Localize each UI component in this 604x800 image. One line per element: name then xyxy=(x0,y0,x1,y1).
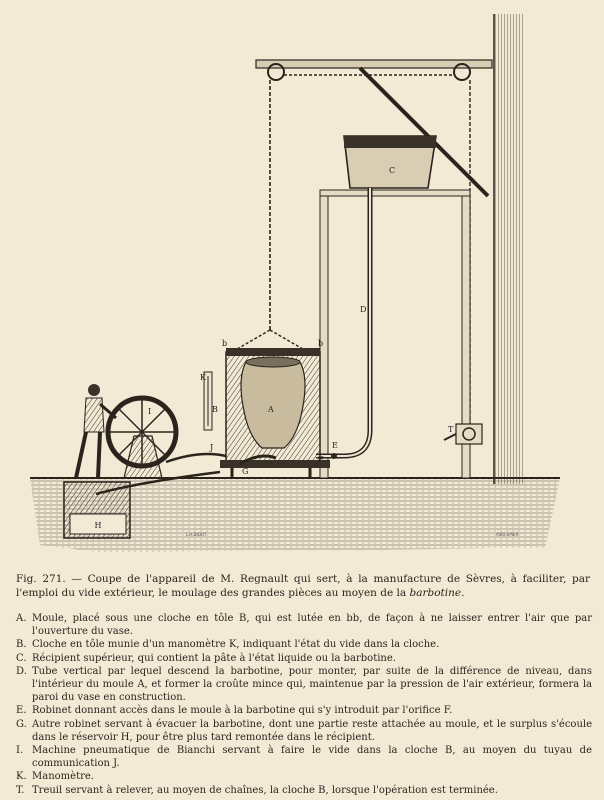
caption-end: . xyxy=(461,587,465,599)
legend-text: Moule, placé sous une cloche en tôle B, qui est lutée en bb, de façon à ne laisser entrer l'air que par l'ouverture du vase. xyxy=(32,613,592,638)
label-b: B xyxy=(212,405,218,414)
legend-key: B. xyxy=(16,639,27,651)
reservoir-h xyxy=(64,482,130,538)
legend-item xyxy=(16,718,592,744)
support-frame xyxy=(320,190,470,478)
reservoir-c xyxy=(344,136,436,188)
label-k: K xyxy=(200,373,206,382)
label-h: H xyxy=(94,521,102,530)
label-d: D xyxy=(360,305,367,314)
legend-item xyxy=(16,784,592,797)
label-g: G xyxy=(242,467,249,476)
legend-key: E. xyxy=(16,705,27,717)
legend-key: C. xyxy=(16,652,27,664)
legend-key: I. xyxy=(16,745,24,757)
legend-text: Robinet donnant accès dans le moule à la barbotine qui s'y introduit par l'orifice F. xyxy=(32,705,453,717)
legend-key: K. xyxy=(16,771,27,783)
legend-item xyxy=(16,744,592,770)
legend-text: Manomètre. xyxy=(32,771,94,783)
manometer-k xyxy=(200,372,212,430)
label-b-lute-2: b xyxy=(318,339,324,348)
engraver-signature-right: AVID-SPIER xyxy=(496,532,519,537)
legend-item xyxy=(16,704,592,717)
legend-text: Tube vertical par lequel descend la barbotine, pour monter, par suite de la différence de niveau, dans l'intérieur du moule A, et former la croûte mince qui, maintenue par la pression de l'air extérieur, formera la paroi du vase en construction. xyxy=(32,665,592,704)
legend-item xyxy=(16,638,592,651)
engraver-signature-left: L.A.DIDOT xyxy=(186,532,207,537)
legend-text: Machine pneumatique de Bianchi servant à faire le vide dans la cloche B, au moyen du tuyau de communication J. xyxy=(32,745,592,770)
label-t: T xyxy=(448,425,454,434)
label-b-lute-1: b xyxy=(222,339,228,348)
legend-key: A. xyxy=(16,613,27,624)
legend-key: G. xyxy=(16,718,27,730)
legend-item xyxy=(16,612,592,638)
label-f: F xyxy=(318,455,324,464)
air-pump-i xyxy=(108,398,176,478)
legend-key: T. xyxy=(16,784,25,796)
legend-text: Récipient supérieur, qui contient la pâte à l'état liquide ou la barbotine. xyxy=(32,652,396,664)
legend-list xyxy=(16,612,592,797)
figure-number: Fig. 271. xyxy=(16,573,66,585)
figure-caption xyxy=(16,572,590,600)
wall xyxy=(494,14,524,484)
legend-text: Cloche en tôle munie d'un manomètre K, indiquant l'état du vide dans la cloche. xyxy=(32,639,440,651)
label-j: J xyxy=(210,443,214,452)
legend-item xyxy=(16,770,592,783)
bell-b xyxy=(212,339,323,462)
label-e: E xyxy=(332,441,338,450)
caption-text: — Coupe de l'appareil de M. Regnault qui sert, à la manufacture de Sèvres, à faciliter, par l'emploi du vide extérieur, le moulage des grandes pièces au moyen de la xyxy=(16,573,590,599)
label-i: I xyxy=(148,407,152,416)
legend-text: Autre robinet servant à évacuer la barbotine, dont une partie reste attachée au moule, et le surplus s'écoule dans le réservoir H, pour être plus tard remontée dans le récipient. xyxy=(32,718,592,743)
legend-key: D. xyxy=(16,665,27,677)
legend-item xyxy=(16,652,592,665)
legend-item xyxy=(16,665,592,705)
caption-italic-term: barbotine xyxy=(409,587,462,599)
winch-t xyxy=(444,424,482,444)
legend-text: Treuil servant à relever, au moyen de chaînes, la cloche B, lorsque l'opération est terminée. xyxy=(32,784,498,796)
label-c: C xyxy=(388,166,396,175)
label-a: A xyxy=(268,405,274,414)
